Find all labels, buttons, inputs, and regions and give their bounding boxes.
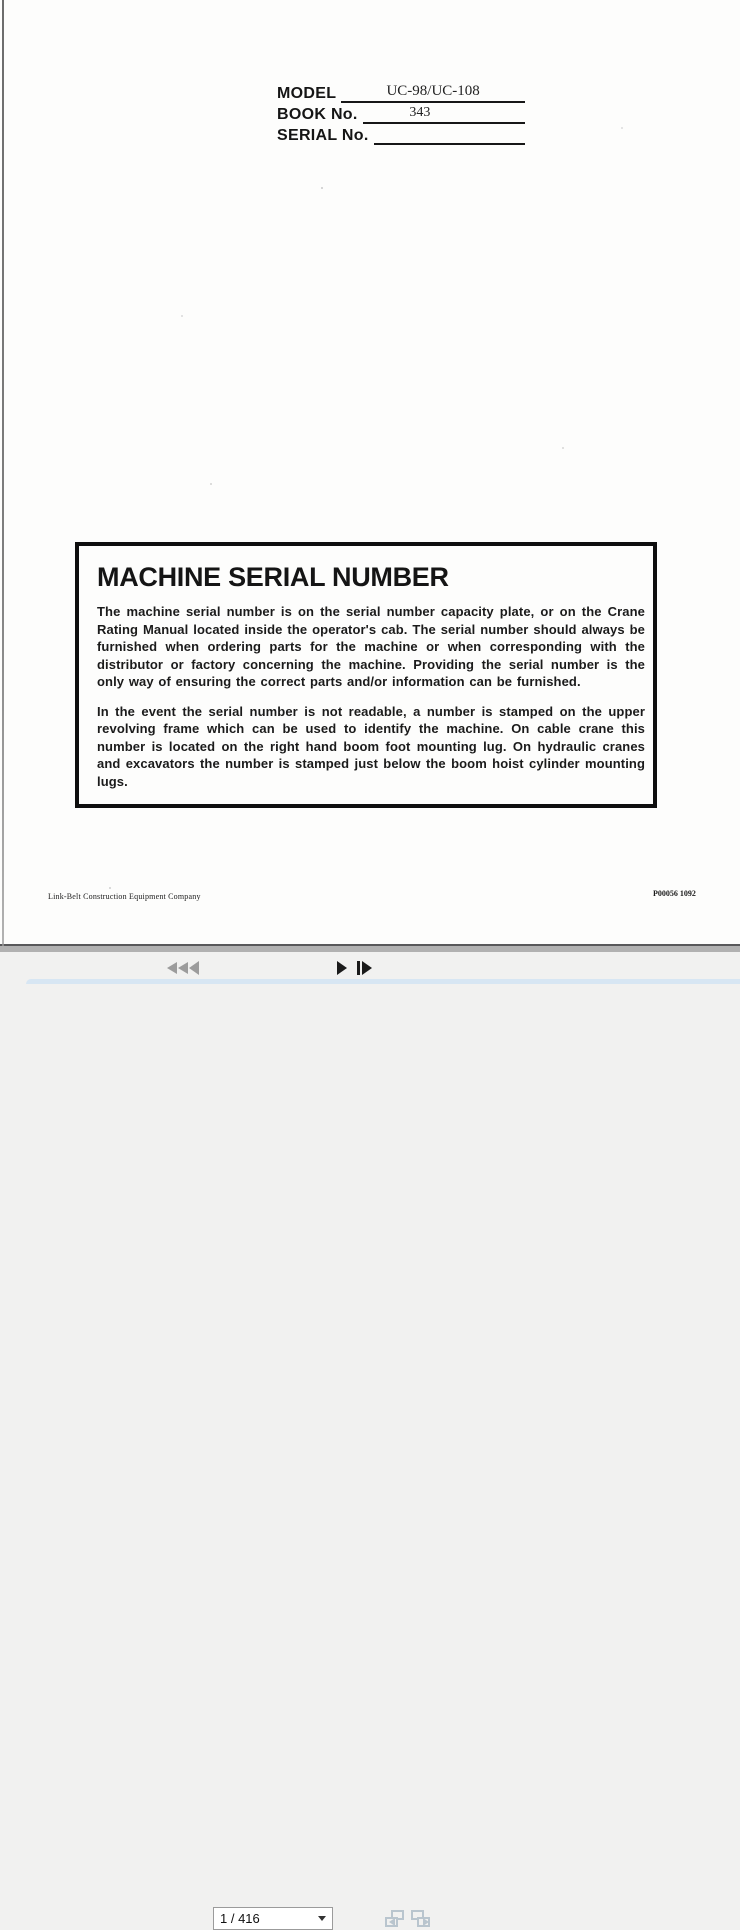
- book-value: 343: [409, 105, 431, 120]
- model-row: [277, 82, 525, 103]
- machine-serial-number-box: [75, 542, 657, 808]
- model-label: MODEL: [277, 85, 337, 102]
- double-left-triangle-icon: [178, 962, 188, 974]
- right-triangle-icon: [362, 961, 372, 975]
- book-row: [277, 103, 525, 124]
- last-page-button[interactable]: [357, 956, 372, 980]
- scan-noise: [321, 187, 323, 189]
- bar-icon: [357, 961, 360, 975]
- form-number-footer: P00056 1092: [653, 889, 696, 898]
- serial-box-paragraph-1: The machine serial number is on the serial number capacity plate, or on the Crane Rating Manual located inside the operator's cab. The serial number should always be furnished when ordering parts for the machine or when corresponding with the distributor or factory concerning the machine. Providing the serial number is the only way of ensuring the correct parts and/or information can be furnished.: [97, 604, 645, 689]
- page-number-combobox[interactable]: [213, 1907, 333, 1930]
- book-label: BOOK No.: [277, 106, 358, 123]
- model-value: UC-98/UC-108: [386, 83, 480, 99]
- id-block: [277, 82, 525, 145]
- document-page: [0, 0, 740, 946]
- right-triangle-icon: [337, 961, 347, 975]
- serial-underline: [374, 125, 525, 145]
- next-view-arrow-icon: [423, 1918, 429, 1926]
- scan-edge-line: [2, 0, 4, 946]
- previous-view-arrow-icon: [389, 1918, 395, 1926]
- background-window-edge: [26, 979, 740, 984]
- previous-view-button[interactable]: [385, 1910, 407, 1930]
- serial-box-title: MACHINE SERIAL NUMBER: [97, 562, 449, 592]
- next-view-button[interactable]: [411, 1910, 433, 1930]
- chevron-down-icon[interactable]: [318, 1916, 326, 1921]
- serial-label: SERIAL No.: [277, 127, 369, 144]
- next-page-button[interactable]: [337, 956, 347, 980]
- serial-row: [277, 124, 525, 145]
- double-left-triangle-icon: [167, 962, 177, 974]
- left-triangle-icon: [189, 961, 199, 975]
- previous-page-button[interactable]: [189, 956, 199, 980]
- first-page-button[interactable]: [167, 956, 188, 980]
- company-footer: Link-Belt Construction Equipment Company: [48, 892, 201, 901]
- book-underline: [363, 104, 525, 124]
- model-underline: [341, 83, 525, 103]
- page-indicator[interactable]: 1 / 416: [220, 1911, 260, 1926]
- serial-box-paragraph-2: In the event the serial number is not readable, a number is stamped on the upper revolving frame which can be used to identify the machine. On cable crane this number is located on the right hand boom foot mounting lug. On hydraulic cranes and excavators the number is stamped just below the boom hoist cylinder mounting lugs.: [97, 703, 645, 789]
